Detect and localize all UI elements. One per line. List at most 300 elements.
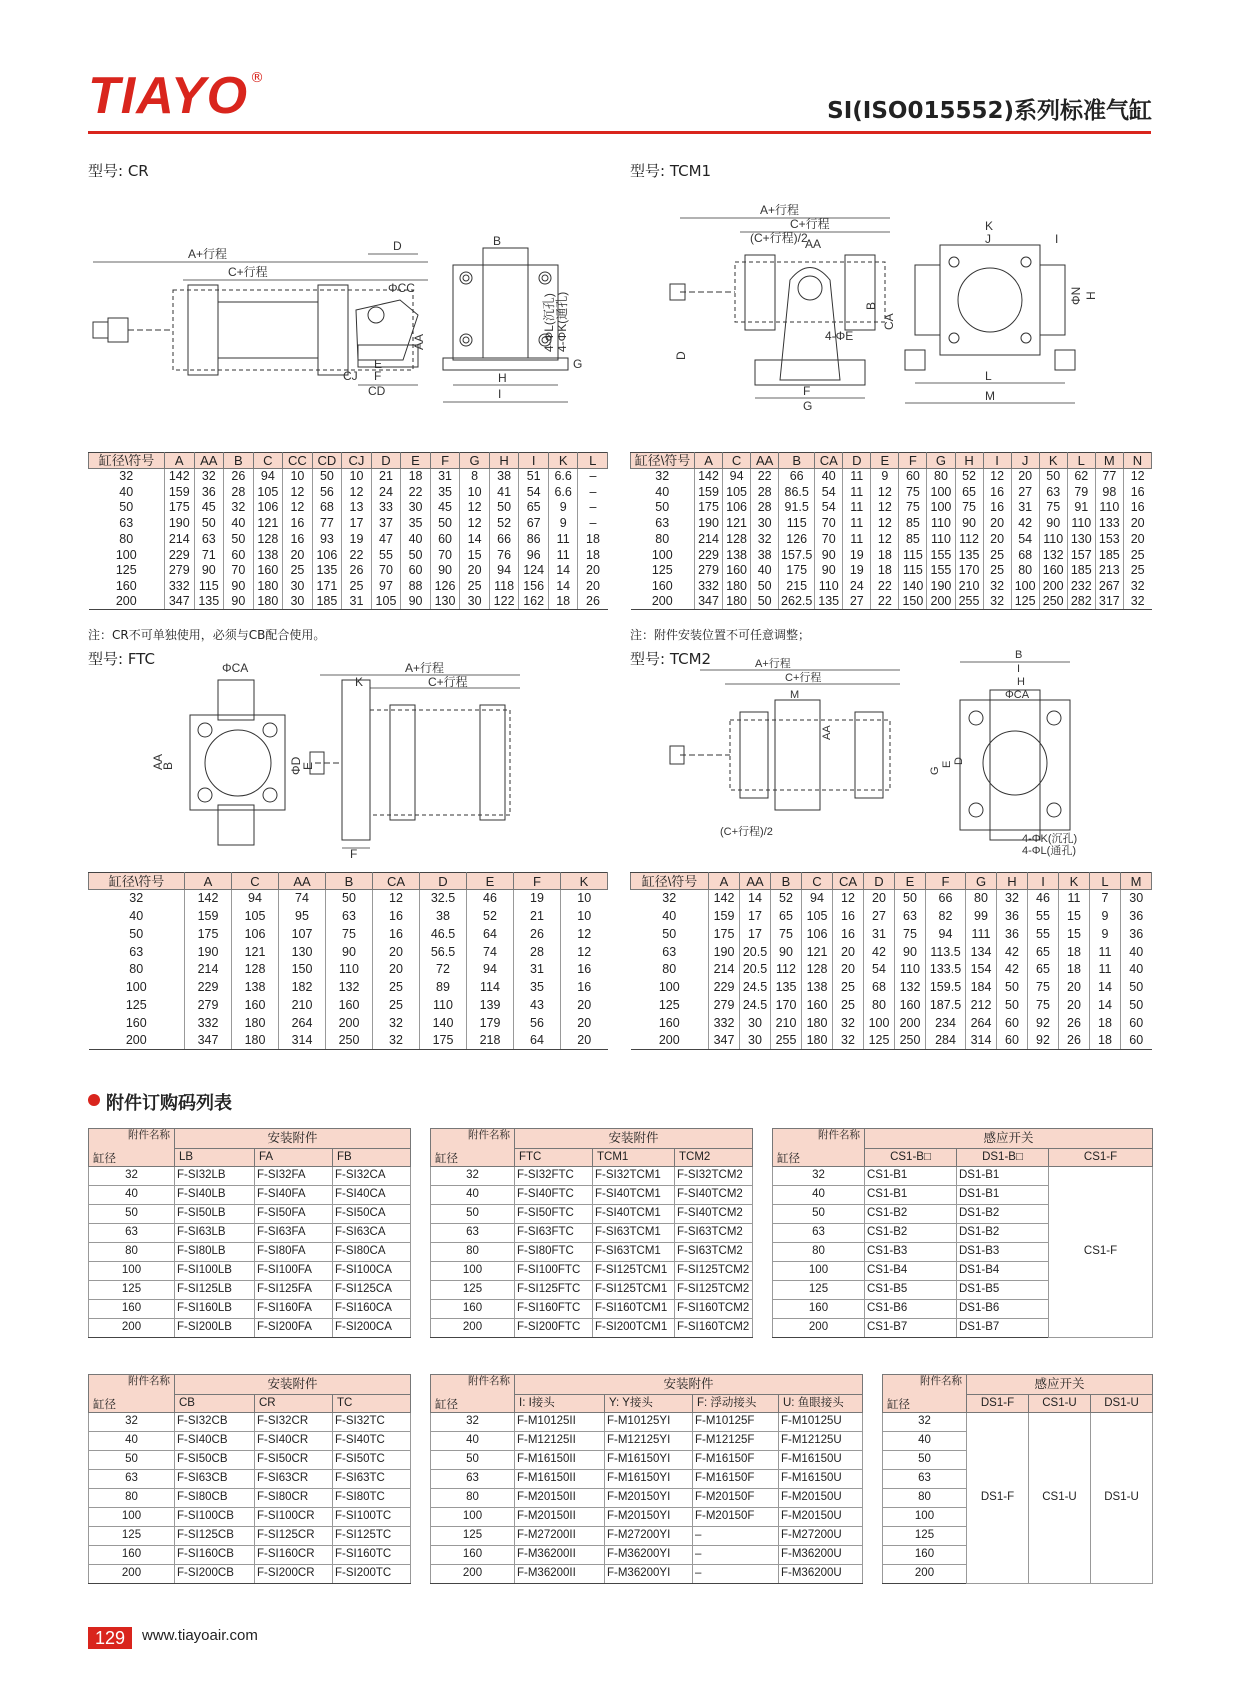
table-cell: 125 [89,1527,175,1546]
table-row [89,1186,411,1205]
table-cell: 20 [561,1032,608,1050]
tcm2-dim-e: E [941,760,953,768]
ftc-dim-ca: ΦCA [222,661,249,675]
table-cell: 133 [1095,516,1123,532]
table-row [431,1565,863,1584]
section-bullet [88,1094,100,1106]
table-cell: 80 [773,1243,865,1262]
tcm1-dim-c: C+行程 [790,217,830,231]
table-cell: 125 [431,1527,515,1546]
table-cell: 75 [326,925,373,943]
table-row [89,1451,411,1470]
table-cell: 80 [927,469,955,485]
table-cell: F-M12125II [515,1432,605,1451]
column-header: 缸径\符号 [631,453,695,469]
table-cell: 32 [833,1014,864,1032]
table-cell: 155 [927,563,955,579]
table-cell: F-M12125F [693,1432,779,1451]
table-row [431,1470,863,1489]
tcm1-dim-n: ΦN [1069,286,1083,305]
column-header: K [1059,873,1090,890]
cr-dim-f: F [374,369,382,383]
table-cell: F-SI125TCM2 [675,1281,753,1300]
table-cell: F-SI80FA [255,1243,333,1262]
table-cell: 50 [401,547,431,563]
table-cell: DS1-B2 [957,1205,1049,1224]
table-cell: 90 [430,563,460,579]
table-cell: 12 [342,484,372,500]
table-cell: 284 [926,1032,966,1050]
table-cell: 30 [283,594,313,610]
table-cell: 105 [371,594,401,610]
table-cell: 32 [751,531,779,547]
tcm1-dim-k: K [985,219,994,233]
accessory-table-rod-ends [430,1374,863,1584]
table-cell: 160 [895,996,926,1014]
column-header: CS1-U [1029,1395,1091,1413]
table-cell: 126 [430,578,460,594]
table-cell: F-SI80CB [175,1489,255,1508]
table-cell: 80 [883,1489,967,1508]
table-cell: 264 [279,1014,326,1032]
table-cell: 12 [460,516,490,532]
table-cell: 90 [401,594,431,610]
table-cell: 200 [431,1319,515,1338]
table-cell: 74 [279,890,326,908]
table-cell: 25 [373,996,420,1014]
model-label-tcm1: 型号: TCM1 [630,162,712,180]
table-cell: 12 [871,516,899,532]
table-cell: 314 [966,1032,997,1050]
table-cell: F-SI40CR [255,1432,333,1451]
table-cell: 90 [771,943,802,961]
accessory-table-switch-1 [772,1128,1153,1338]
table-cell: 160 [431,1546,515,1565]
table-cell: F-M10125YI [605,1413,693,1432]
column-header: CJ [342,453,372,469]
table-cell: 105 [232,907,279,925]
table-cell: F-SI200CR [255,1565,333,1584]
table-cell: 75 [895,925,926,943]
table-cell: 26 [514,925,561,943]
tcm1-dim-m: M [985,389,995,403]
column-header: TCM2 [675,1149,753,1167]
table-cell: 24 [371,484,401,500]
accessory-table-mount-2 [430,1128,753,1338]
table-cell: 105 [723,484,751,500]
table-cell: 110 [815,578,843,594]
table-cell: F-SI40TCM1 [593,1186,675,1205]
table-cell: CS1-B6 [865,1300,957,1319]
table-row [631,578,1152,594]
table-cell: 35 [514,978,561,996]
table-cell: 25 [983,547,1011,563]
table-cell: 229 [165,547,195,563]
table-cell: F-SI50LB [175,1205,255,1224]
table-cell: 154 [966,961,997,979]
table-cell: 106 [232,925,279,943]
table-cell: 30 [751,516,779,532]
table-cell: F-SI40CB [175,1432,255,1451]
table-cell: 130 [430,594,460,610]
table-row [89,563,608,579]
table-row [431,1451,863,1470]
table-row [631,1014,1152,1032]
table-cell: 32 [655,469,670,484]
table-cell: F-SI100FA [255,1262,333,1281]
table-cell: F-M10125II [515,1413,605,1432]
table-cell: 160 [1039,563,1067,579]
table-row [89,1243,411,1262]
table-cell: 212 [966,996,997,1014]
table-cell: 32 [983,578,1011,594]
table-cell: 40 [1121,961,1152,979]
table-cell: 171 [312,578,342,594]
table-cell: 50 [751,594,779,610]
accessory-table-switch-2 [882,1374,1153,1584]
table-cell: F-SI125CB [175,1527,255,1546]
table-cell: F-M27200II [515,1527,605,1546]
table-cell: 80 [129,962,144,977]
table-cell: CS1-B5 [865,1281,957,1300]
table-cell: F-M27200YI [605,1527,693,1546]
column-header: F [430,453,460,469]
table-cell: 332 [709,1014,740,1032]
cr-dim-k-sink: 4-ΦL(沉孔) [542,293,556,352]
table-cell: 100 [431,1262,515,1281]
table-cell: F-M36200U [779,1546,863,1565]
table-cell: F-SI63TCM2 [675,1243,753,1262]
table-cell: 132 [895,978,926,996]
table-cell: 150 [279,961,326,979]
column-header: F: 浮动接头 [693,1395,779,1413]
table-cell: F-M12125U [779,1432,863,1451]
table-cell: 157 [1067,547,1095,563]
table-cell: 11 [843,516,871,532]
table-cell: 66 [779,469,815,485]
table-cell: F-SI160CR [255,1546,333,1565]
table-cell: 180 [232,1014,279,1032]
table-cell: 110 [1067,516,1095,532]
table-cell: 190 [165,516,195,532]
table-cell: 317 [1095,594,1123,610]
table-row [631,563,1152,579]
table-row [89,516,608,532]
table-cell: 20 [864,890,895,908]
table-cell: 54 [815,500,843,516]
table-row [883,1413,1153,1432]
table-cell: 80 [431,1243,515,1262]
table-cell: 68 [864,978,895,996]
table-cell: 50 [89,1451,175,1470]
table-cell: 63 [895,907,926,925]
table-row [431,1546,863,1565]
table-cell: 262.5 [779,594,815,610]
table-cell: F-SI100TC [333,1508,411,1527]
table-cell: 72 [420,961,467,979]
table-cell: 56.5 [420,943,467,961]
table-cell: 40 [431,1432,515,1451]
table-cell: F-SI160TCM2 [675,1319,753,1338]
table-row [89,1281,411,1300]
table-cell: 180 [802,1014,833,1032]
table-cell: 160 [253,563,283,579]
column-header: FTC [515,1149,593,1167]
table-cell: 159 [709,907,740,925]
table-cell: 18 [1090,1014,1121,1032]
table-cell: 50 [194,516,224,532]
table-cell: 36 [997,907,1028,925]
table-row [631,547,1152,563]
t6-group: 感应开关 [967,1375,1153,1395]
table-cell: 160 [89,1300,175,1319]
table-row [89,1300,411,1319]
table-cell: 185 [1095,547,1123,563]
table-cell: 229 [185,978,232,996]
table-cell: 55 [1028,907,1059,925]
column-header: D [420,873,467,890]
table-cell: 40 [883,1432,967,1451]
column-header: F [514,873,561,890]
table-row [89,578,608,594]
column-header: TCM1 [593,1149,675,1167]
table-cell: 142 [709,890,740,908]
table-cell: 65 [1028,943,1059,961]
table-cell: 106 [723,500,751,516]
table-cell: 134 [966,943,997,961]
table-cell: 14 [740,890,771,908]
table-cell: 200 [631,594,695,610]
table-cell: 121 [723,516,751,532]
table-cell: 32 [373,1014,420,1032]
table-cell: 27 [1011,484,1039,500]
table-cell: 56 [312,484,342,500]
column-header: K [1039,453,1067,469]
column-header: CA [833,873,864,890]
table-cell: 175 [779,563,815,579]
table-cell: 159 [695,484,723,500]
table-row [431,1243,753,1262]
table-cell: 185 [312,594,342,610]
table-cell: 20 [578,563,608,579]
table-cell: 264 [966,1014,997,1032]
tcm2-drawing [660,650,1130,860]
table-cell: 60 [1121,1014,1152,1032]
tcm2-dim-g: G [929,766,941,775]
table-cell: F-SI32LB [175,1167,255,1186]
table-cell: 347 [165,594,195,610]
table-cell: 105 [253,484,283,500]
table-cell: F-M20150F [693,1489,779,1508]
column-header: G [966,873,997,890]
table-cell: 30 [1121,890,1152,908]
table-cell: 14 [1090,978,1121,996]
tcm1-dim-f: F [803,384,811,398]
table-row [631,943,1152,961]
table-cell: 214 [185,961,232,979]
table-row [631,500,1152,516]
table-cell: 63 [655,516,670,531]
table-cell: 32.5 [420,890,467,908]
table-cell: F-M16150U [779,1451,863,1470]
table-cell: 30 [740,1032,771,1050]
table-row [89,500,608,516]
column-header: B [224,453,254,469]
table-cell: DS1-B1 [957,1167,1049,1186]
column-header: F [926,873,966,890]
column-header: I [983,453,1011,469]
column-header: L [1067,453,1095,469]
table-cell: 90 [1039,516,1067,532]
table-cell: 40 [89,1186,175,1205]
table-cell: 56 [514,1014,561,1032]
table-cell: 27 [864,907,895,925]
table-cell: 80 [119,531,134,546]
table-cell: 140 [899,578,927,594]
column-header: CR [255,1395,333,1413]
table-cell: 30 [460,594,490,610]
table-row [89,943,608,961]
table-cell: 64 [514,1032,561,1050]
tcm2-dim-h: H [1017,676,1025,688]
table-cell: F-SI40LB [175,1186,255,1205]
table-cell: 110 [1095,500,1123,516]
column-header: TC [333,1395,411,1413]
cr-dim-c: C+行程 [228,265,268,279]
ftc-dim-c: C+行程 [428,675,468,689]
table-row [431,1262,753,1281]
table-cell: 70 [815,531,843,547]
column-header: L [578,453,608,469]
table-cell: F-SI125LB [175,1281,255,1300]
table-cell: 214 [165,531,195,547]
table-cell: 40 [129,908,144,923]
table-cell: 215 [779,578,815,594]
t3-corner: 附件名称 缸径 [773,1129,865,1167]
table-cell: 16 [983,500,1011,516]
table-row [631,484,1152,500]
table-cell: F-SI160TC [333,1546,411,1565]
table-row [89,1205,411,1224]
column-header: F [899,453,927,469]
table-cell: F-SI80TC [333,1489,411,1508]
t3-group: 感应开关 [865,1129,1153,1149]
table-cell: 60 [899,469,927,485]
table-cell: 135 [771,978,802,996]
table-cell: 75 [899,500,927,516]
table-cell: 125 [651,563,673,578]
table-cell: F-M20150II [515,1508,605,1527]
table-cell: 140 [420,1014,467,1032]
table-cell: 60 [997,1032,1028,1050]
table-cell: F-SI80CA [333,1243,411,1262]
table-cell: 20 [283,547,313,563]
column-header: DS1-F [967,1395,1029,1413]
table-row [89,1032,608,1050]
table-cell: 347 [709,1032,740,1050]
tcm1-dimension-table [630,452,1152,610]
table-cell: 25 [1123,547,1151,563]
table-cell: 12 [561,943,608,961]
table-cell: 125 [431,1281,515,1300]
table-cell: 9 [871,469,899,485]
table-cell: 115 [779,516,815,532]
model-label-ftc: 型号: FTC [88,650,155,668]
table-cell: 88 [401,578,431,594]
table-cell: 94 [489,563,519,579]
column-header: DS1-U [1091,1395,1153,1413]
table-cell: 40 [815,469,843,485]
table-cell: 139 [467,996,514,1014]
table-cell: 20 [1123,516,1151,532]
table-cell: 28 [224,484,254,500]
table-cell: F-M16150YI [605,1451,693,1470]
table-cell: 80 [662,962,677,977]
table-row [89,1262,411,1281]
table-cell: 16 [983,484,1011,500]
model-label-tcm2: 型号: TCM2 [630,650,712,668]
table-cell: 121 [232,943,279,961]
table-cell: 150 [899,594,927,610]
table-cell: 347 [695,594,723,610]
table-cell: 12 [1123,469,1151,485]
table-cell: F-M36200II [515,1565,605,1584]
table-row [89,978,608,996]
table-cell: 180 [232,1032,279,1050]
column-header: E [871,453,899,469]
table-cell: 16 [373,925,420,943]
table-cell: F-M16150II [515,1451,605,1470]
table-cell: 90 [815,563,843,579]
cr-dim-k-thru: 4-ΦK(通孔) [555,291,569,352]
t4-group: 安装附件 [175,1375,411,1395]
table-cell: 160 [651,578,673,593]
table-row [89,1224,411,1243]
table-cell: 38 [420,907,467,925]
table-cell: 70 [224,563,254,579]
table-cell: 60 [997,1014,1028,1032]
table-cell: 15 [460,547,490,563]
table-cell: CS1-B2 [865,1224,957,1243]
table-cell: F-SI50CB [175,1451,255,1470]
table-cell: 90 [224,578,254,594]
table-cell: 170 [771,996,802,1014]
table-cell: 70 [815,516,843,532]
table-cell: 314 [279,1032,326,1050]
table-cell: 175 [185,925,232,943]
table-cell: F-SI32CR [255,1413,333,1432]
table-cell: 26 [224,469,254,485]
table-cell: – [693,1565,779,1584]
table-row [431,1508,863,1527]
table-cell: 190 [185,943,232,961]
brand-logo: TIAYO [88,67,249,125]
table-cell: 190 [709,943,740,961]
table-cell: F-SI40TC [333,1432,411,1451]
table-cell: F-SI32TC [333,1413,411,1432]
table-cell: 142 [165,469,195,485]
table-row [89,907,608,925]
column-header: H [489,453,519,469]
table-row [89,1489,411,1508]
table-cell: 55 [371,547,401,563]
table-cell: 110 [895,961,926,979]
tcm2-dim-aa: AA [821,725,833,740]
column-header: K [561,873,608,890]
column-header: CS1-B□ [865,1149,957,1167]
table-cell: 75 [771,925,802,943]
table-cell: 66 [926,890,966,908]
